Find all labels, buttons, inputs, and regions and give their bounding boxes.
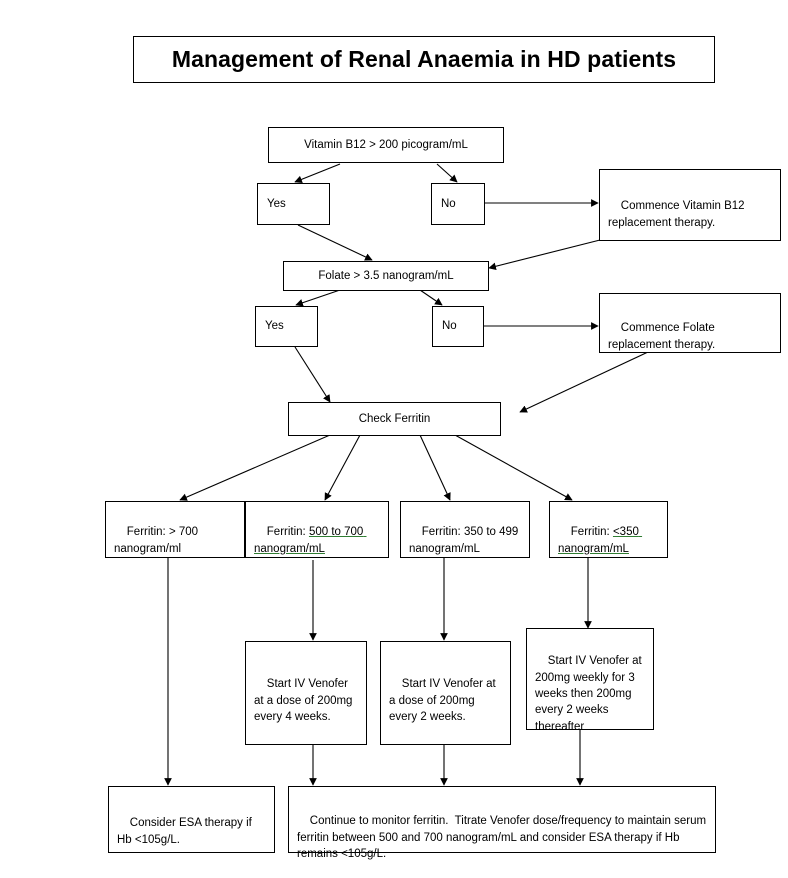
node-monitor-ferritin-label: Continue to monitor ferritin. Titrate Venofer dose/frequency to maintain serum ferritin between 500 and 700 nanogram/mL and consider ESA therapy if Hb remains <105g/L. (297, 815, 710, 860)
node-check-ferritin-label: Check Ferritin (358, 412, 431, 425)
node-ferritin-500-700-prefix: Ferritin: (266, 526, 309, 539)
node-venofer-loading-regimen-label: Start IV Venofer at 200mg weekly for 3 weeks then 200mg every 2 weeks thereafter (535, 655, 645, 733)
node-ferritin-under-350-range: <350 nanogram/mL (558, 526, 643, 555)
node-vitamin-b12-no-label: No (441, 197, 456, 210)
node-folate-no-label: No (442, 320, 457, 333)
node-venofer-every-2-weeks-label: Start IV Venofer at a dose of 200mg every 2 weeks. (389, 678, 499, 723)
node-vitamin-b12-action-label: Commence Vitamin B12 replacement therapy. (608, 200, 748, 229)
node-venofer-loading-regimen (526, 628, 654, 733)
node-folate-action-label: Commence Folate replacement therapy. (608, 322, 718, 351)
node-ferritin-500-700-range: 500 to 700 nanogram/mL (254, 526, 367, 555)
node-ferritin-350-499-label: Ferritin: 350 to 499 nanogram/mL (409, 526, 522, 555)
node-vitamin-b12 (268, 127, 504, 163)
node-vitamin-b12-yes-label: Yes (267, 197, 286, 210)
node-folate-label: Folate > 3.5 nanogram/mL (318, 269, 454, 282)
node-vitamin-b12-yes (257, 183, 330, 225)
node-vitamin-b12-label: Vitamin B12 > 200 picogram/mL (304, 138, 468, 151)
node-ferritin-under-350 (549, 501, 668, 558)
page-title (133, 36, 715, 83)
node-ferritin-under-350-prefix: Ferritin: (570, 526, 613, 539)
node-monitor-ferritin (288, 786, 716, 860)
node-ferritin-350-499 (400, 501, 530, 558)
node-esa-therapy (108, 786, 275, 853)
node-folate-yes (255, 306, 318, 347)
node-folate-action (599, 293, 781, 353)
node-esa-therapy-label: Consider ESA therapy if Hb <105g/L. (117, 817, 256, 846)
node-ferritin-over-700-label: Ferritin: > 700 nanogram/ml (114, 526, 202, 555)
node-vitamin-b12-no (431, 183, 485, 225)
node-folate (283, 261, 489, 291)
node-venofer-every-2-weeks (380, 641, 511, 745)
node-ferritin-500-700 (245, 501, 389, 558)
page-title-text: Management of Renal Anaemia in HD patients (171, 46, 677, 72)
node-check-ferritin (288, 402, 501, 436)
node-venofer-every-4-weeks (245, 641, 367, 745)
node-folate-no (432, 306, 484, 347)
node-vitamin-b12-action (599, 169, 781, 241)
node-ferritin-over-700 (105, 501, 245, 558)
node-folate-yes-label: Yes (265, 320, 284, 333)
node-venofer-every-4-weeks-label: Start IV Venofer at a dose of 200mg every 4 weeks. (254, 678, 356, 723)
